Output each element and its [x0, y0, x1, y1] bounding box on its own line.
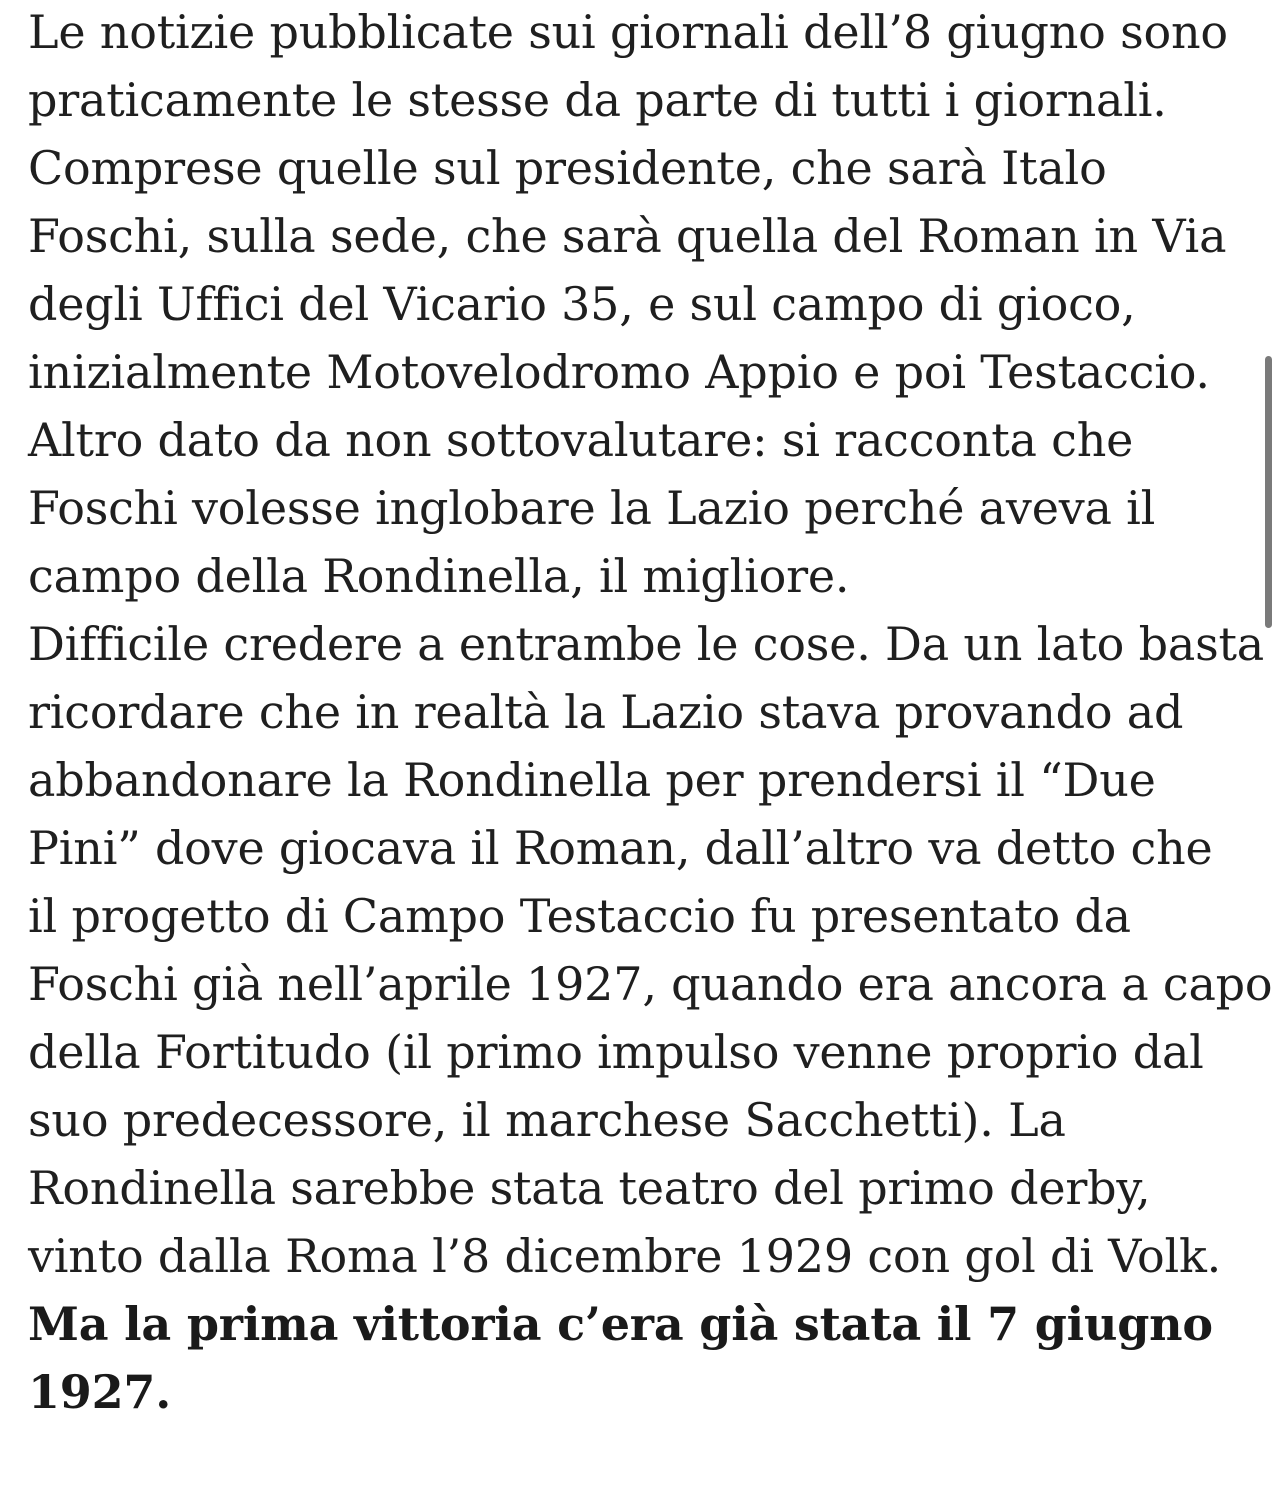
text-line: il progetto di Campo Testaccio fu presentato da [28, 889, 1131, 943]
text-line: Rondinella sarebbe stata teatro del primo derby, [28, 1161, 1151, 1215]
text-line: degli Uffici del Vicario 35, e sul campo di gioco, [28, 277, 1136, 331]
bold-text-line: Ma la prima vittoria c’era già stata il 7 giugno [28, 1297, 1213, 1351]
text-line: Le notizie pubblicate sui giornali dell’8 giugno sono [28, 5, 1228, 59]
vertical-scrollbar[interactable] [1265, 356, 1272, 628]
text-line: suo predecessore, il marchese Sacchetti). La [28, 1093, 1066, 1147]
text-line: campo della Rondinella, il migliore. [28, 549, 850, 603]
text-line: vinto dalla Roma l’8 dicembre 1929 con gol di Volk. [28, 1229, 1222, 1283]
text-line: Foschi già nell’aprile 1927, quando era ancora a capo [28, 957, 1273, 1011]
paragraph-1 [28, 0, 1256, 612]
text-line: Difficile credere a entrambe le cose. Da un lato basta [28, 617, 1264, 671]
text-line: ricordare che in realtà la Lazio stava provando ad [28, 685, 1184, 739]
text-line: Pini” dove giocava il Roman, dall’altro va detto che [28, 821, 1213, 875]
article-body [28, 0, 1273, 1428]
text-line: Comprese quelle sul presidente, che sarà Italo [28, 141, 1107, 195]
paragraph-2 [28, 608, 1273, 1292]
bold-text-line: 1927. [28, 1365, 172, 1419]
text-line: praticamente le stesse da parte di tutti i giornali. [28, 73, 1167, 127]
bold-paragraph [28, 1288, 1256, 1428]
text-line: abbandonare la Rondinella per prendersi il “Due [28, 753, 1156, 807]
text-line: della Fortitudo (il primo impulso venne proprio dal [28, 1025, 1204, 1079]
text-line: Altro dato da non sottovalutare: si racconta che [28, 413, 1134, 467]
text-line: inizialmente Motovelodromo Appio e poi Testaccio. [28, 345, 1210, 399]
text-line: Foschi volesse inglobare la Lazio perché aveva il [28, 481, 1156, 535]
text-line: Foschi, sulla sede, che sarà quella del Roman in Via [28, 209, 1227, 263]
